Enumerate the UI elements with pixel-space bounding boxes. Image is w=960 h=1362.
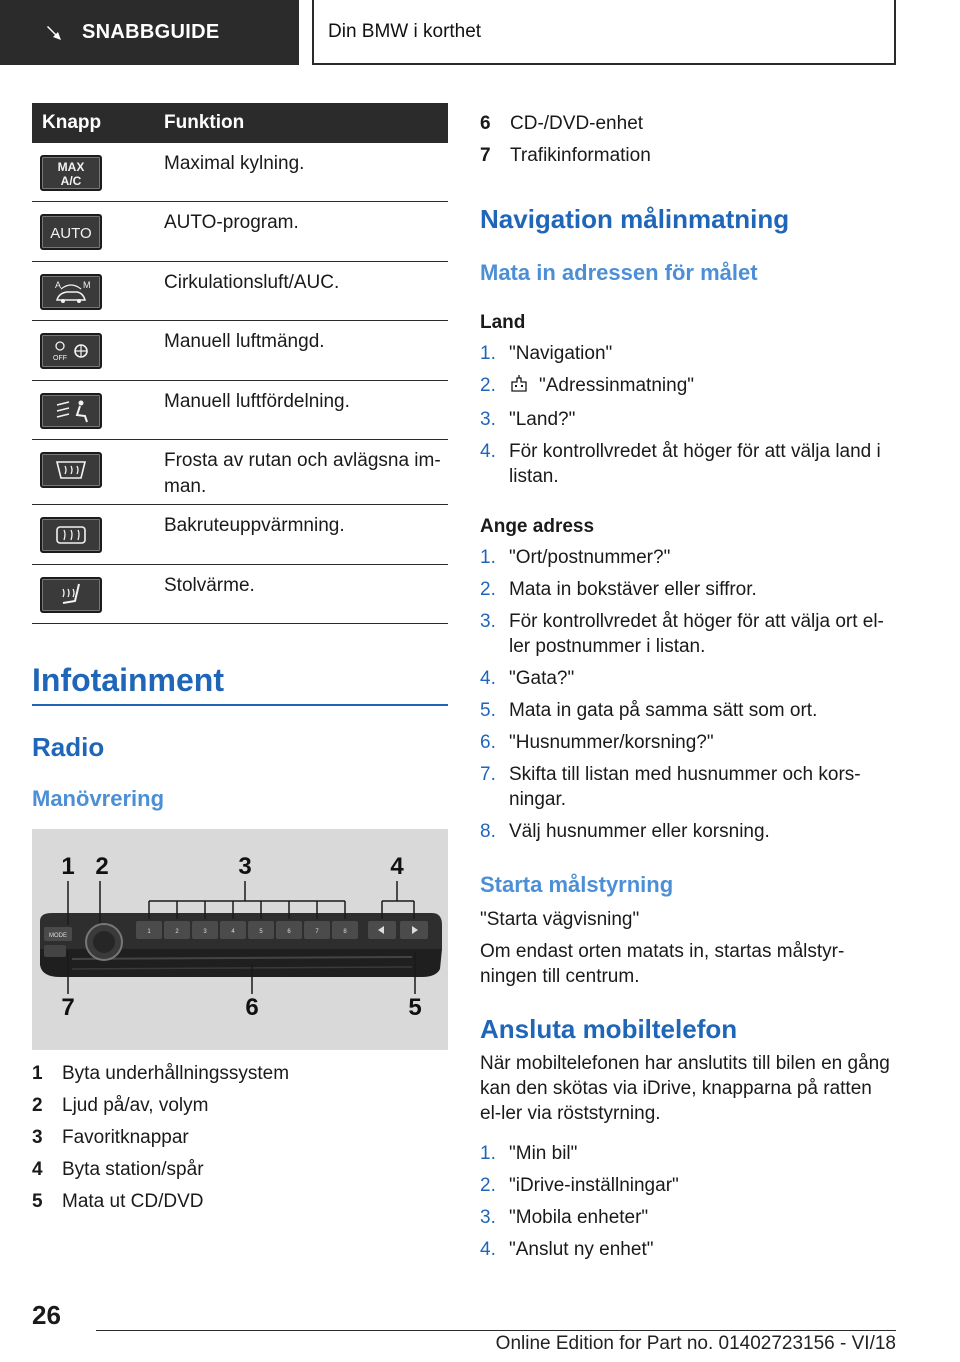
- svg-text:A/C: A/C: [60, 174, 82, 188]
- label-land: Land: [480, 312, 526, 333]
- callout-3: 3: [238, 853, 252, 880]
- heading-navigation: Navigation målinmatning: [480, 204, 790, 234]
- step-item: 1. "Min bil": [480, 1143, 578, 1164]
- callout-7: 7: [61, 994, 75, 1021]
- max-ac-button-icon: [40, 155, 102, 191]
- step-item: 4. "Anslut ny enhet": [480, 1239, 654, 1260]
- section-tab: [0, 0, 299, 65]
- function-text: Frosta av rutan och avlägsna im-man.: [164, 450, 441, 497]
- pin-icon: [44, 23, 64, 43]
- function-text: Stolvärme.: [164, 575, 255, 596]
- button-function-table: [32, 103, 448, 624]
- svg-text:2: 2: [175, 929, 179, 935]
- svg-text:AUTO: AUTO: [50, 225, 92, 242]
- radio-legend-list-continued: [480, 108, 651, 172]
- step-item: 1. "Ort/postnummer?": [480, 547, 671, 568]
- step-item: 7. Skifta till listan med husnummer och kors-ningar.: [480, 764, 861, 810]
- callout-2: 2: [95, 853, 109, 880]
- list-item: 3 Favoritknappar: [32, 1127, 189, 1148]
- address-section: [480, 516, 896, 851]
- list-item: 2 Ljud på/av, volym: [32, 1095, 209, 1116]
- function-text: Cirkulationsluft/AUC.: [164, 272, 340, 293]
- header-button: Knapp: [42, 112, 102, 133]
- fan-speed-button-icon: [40, 333, 102, 369]
- svg-text:8: 8: [343, 929, 347, 935]
- table-row: [32, 440, 448, 505]
- heading-radio: Radio: [32, 732, 105, 762]
- address-entry-icon: [509, 373, 531, 400]
- svg-text:4: 4: [231, 929, 235, 935]
- step-item: 2. Mata in bokstäver eller siffror.: [480, 579, 757, 600]
- section-heading-infotainment: Infotainment: [32, 662, 224, 698]
- step-item: 3. "Land?": [480, 409, 576, 430]
- connect-phone-text: När mobiltelefonen har anslutits till bilen en gång kan den skötas via iDrive, knapparna på ratten el-ler via röststyrning.: [480, 1053, 890, 1124]
- svg-text:1: 1: [147, 929, 151, 935]
- function-text: Maximal kylning.: [164, 153, 305, 174]
- footer-rule: [96, 1330, 896, 1331]
- list-item: 1 Byta underhållningssystem: [32, 1063, 290, 1084]
- list-item: 7 Trafikinformation: [480, 145, 651, 166]
- radio-panel-illustration: [32, 829, 448, 1050]
- rear-window-defrost-button-icon: [40, 517, 102, 553]
- svg-text:MODE: MODE: [49, 933, 67, 939]
- table-row: [32, 321, 448, 381]
- heading-connect-phone: Ansluta mobiltelefon: [480, 1014, 738, 1044]
- list-item: 6 CD-/DVD-enhet: [480, 113, 644, 134]
- step-item: 4. För kontrollvredet åt höger för att välja land i listan.: [480, 441, 881, 487]
- table-row: [32, 381, 448, 440]
- function-text: AUTO-program.: [164, 212, 299, 233]
- callout-6: 6: [245, 994, 259, 1021]
- list-item: 4 Byta station/spår: [32, 1159, 204, 1180]
- function-text: Manuell luftmängd.: [164, 331, 325, 352]
- table-row: [32, 202, 448, 262]
- svg-text:A: A: [55, 280, 62, 290]
- recirculation-button-icon: [40, 274, 102, 310]
- heading-rule: [32, 704, 448, 706]
- svg-text:6: 6: [287, 929, 291, 935]
- svg-text:7: 7: [315, 929, 319, 935]
- step-item: 4. "Gata?": [480, 668, 575, 689]
- chapter-title: Din BMW i korthet: [328, 20, 482, 42]
- windshield-defrost-button-icon: [40, 452, 102, 488]
- svg-text:3: 3: [203, 929, 207, 935]
- callout-1: 1: [61, 853, 75, 880]
- radio-legend-list: [32, 1058, 289, 1218]
- table-row: [32, 505, 448, 565]
- table-header: [32, 103, 448, 143]
- edition-text: Online Edition for Part no. 01402723156 - VI/18: [495, 1333, 896, 1354]
- callout-4: 4: [390, 853, 404, 880]
- list-item: 5 Mata ut CD/DVD: [32, 1191, 204, 1212]
- chapter-tab: [312, 0, 896, 65]
- step-item: 3. "Mobila enheter": [480, 1207, 649, 1228]
- label-enter-address: Ange adress: [480, 516, 595, 537]
- seat-heating-button-icon: [40, 577, 102, 613]
- section-title: SNABBGUIDE: [82, 21, 220, 43]
- callout-5: 5: [408, 994, 422, 1021]
- header-function: Funktion: [164, 112, 245, 133]
- start-guidance-text: "Starta vägvisning" Om endast orten matats in, startas målstyr-ningen till centrum.: [480, 909, 845, 987]
- step-item: 3. För kontrollvredet åt höger för att välja ort el-ler postnummer i listan.: [480, 611, 884, 657]
- svg-text:5: 5: [259, 929, 263, 935]
- phone-steps: [480, 1141, 896, 1269]
- step-item: 2. "iDrive-inställningar": [480, 1175, 679, 1196]
- heading-enter-address: Mata in adressen för målet: [480, 260, 758, 285]
- step-item: 2. "Adressinmatning": [480, 373, 896, 400]
- svg-text:MAX: MAX: [57, 160, 85, 174]
- table-row: [32, 565, 448, 624]
- step-item: 5. Mata in gata på samma sätt som ort.: [480, 700, 818, 721]
- step-item: 6. "Husnummer/korsning?": [480, 732, 714, 753]
- land-section: [480, 312, 896, 496]
- svg-text:M: M: [83, 280, 91, 290]
- heading-start-guidance: Starta målstyrning: [480, 872, 674, 897]
- svg-text:OFF: OFF: [53, 355, 67, 362]
- auto-button-icon: [40, 214, 102, 250]
- table-row: [32, 143, 448, 202]
- function-text: Bakruteuppvärmning.: [164, 515, 345, 536]
- page-number: 26: [32, 1300, 61, 1330]
- step-item: 8. Välj husnummer eller korsning.: [480, 821, 770, 842]
- table-row: [32, 262, 448, 321]
- function-text: Manuell luftfördelning.: [164, 391, 350, 412]
- step-item: 1. "Navigation": [480, 343, 613, 364]
- heading-manovrering: Manövrering: [32, 786, 165, 811]
- air-distribution-button-icon: [40, 393, 102, 429]
